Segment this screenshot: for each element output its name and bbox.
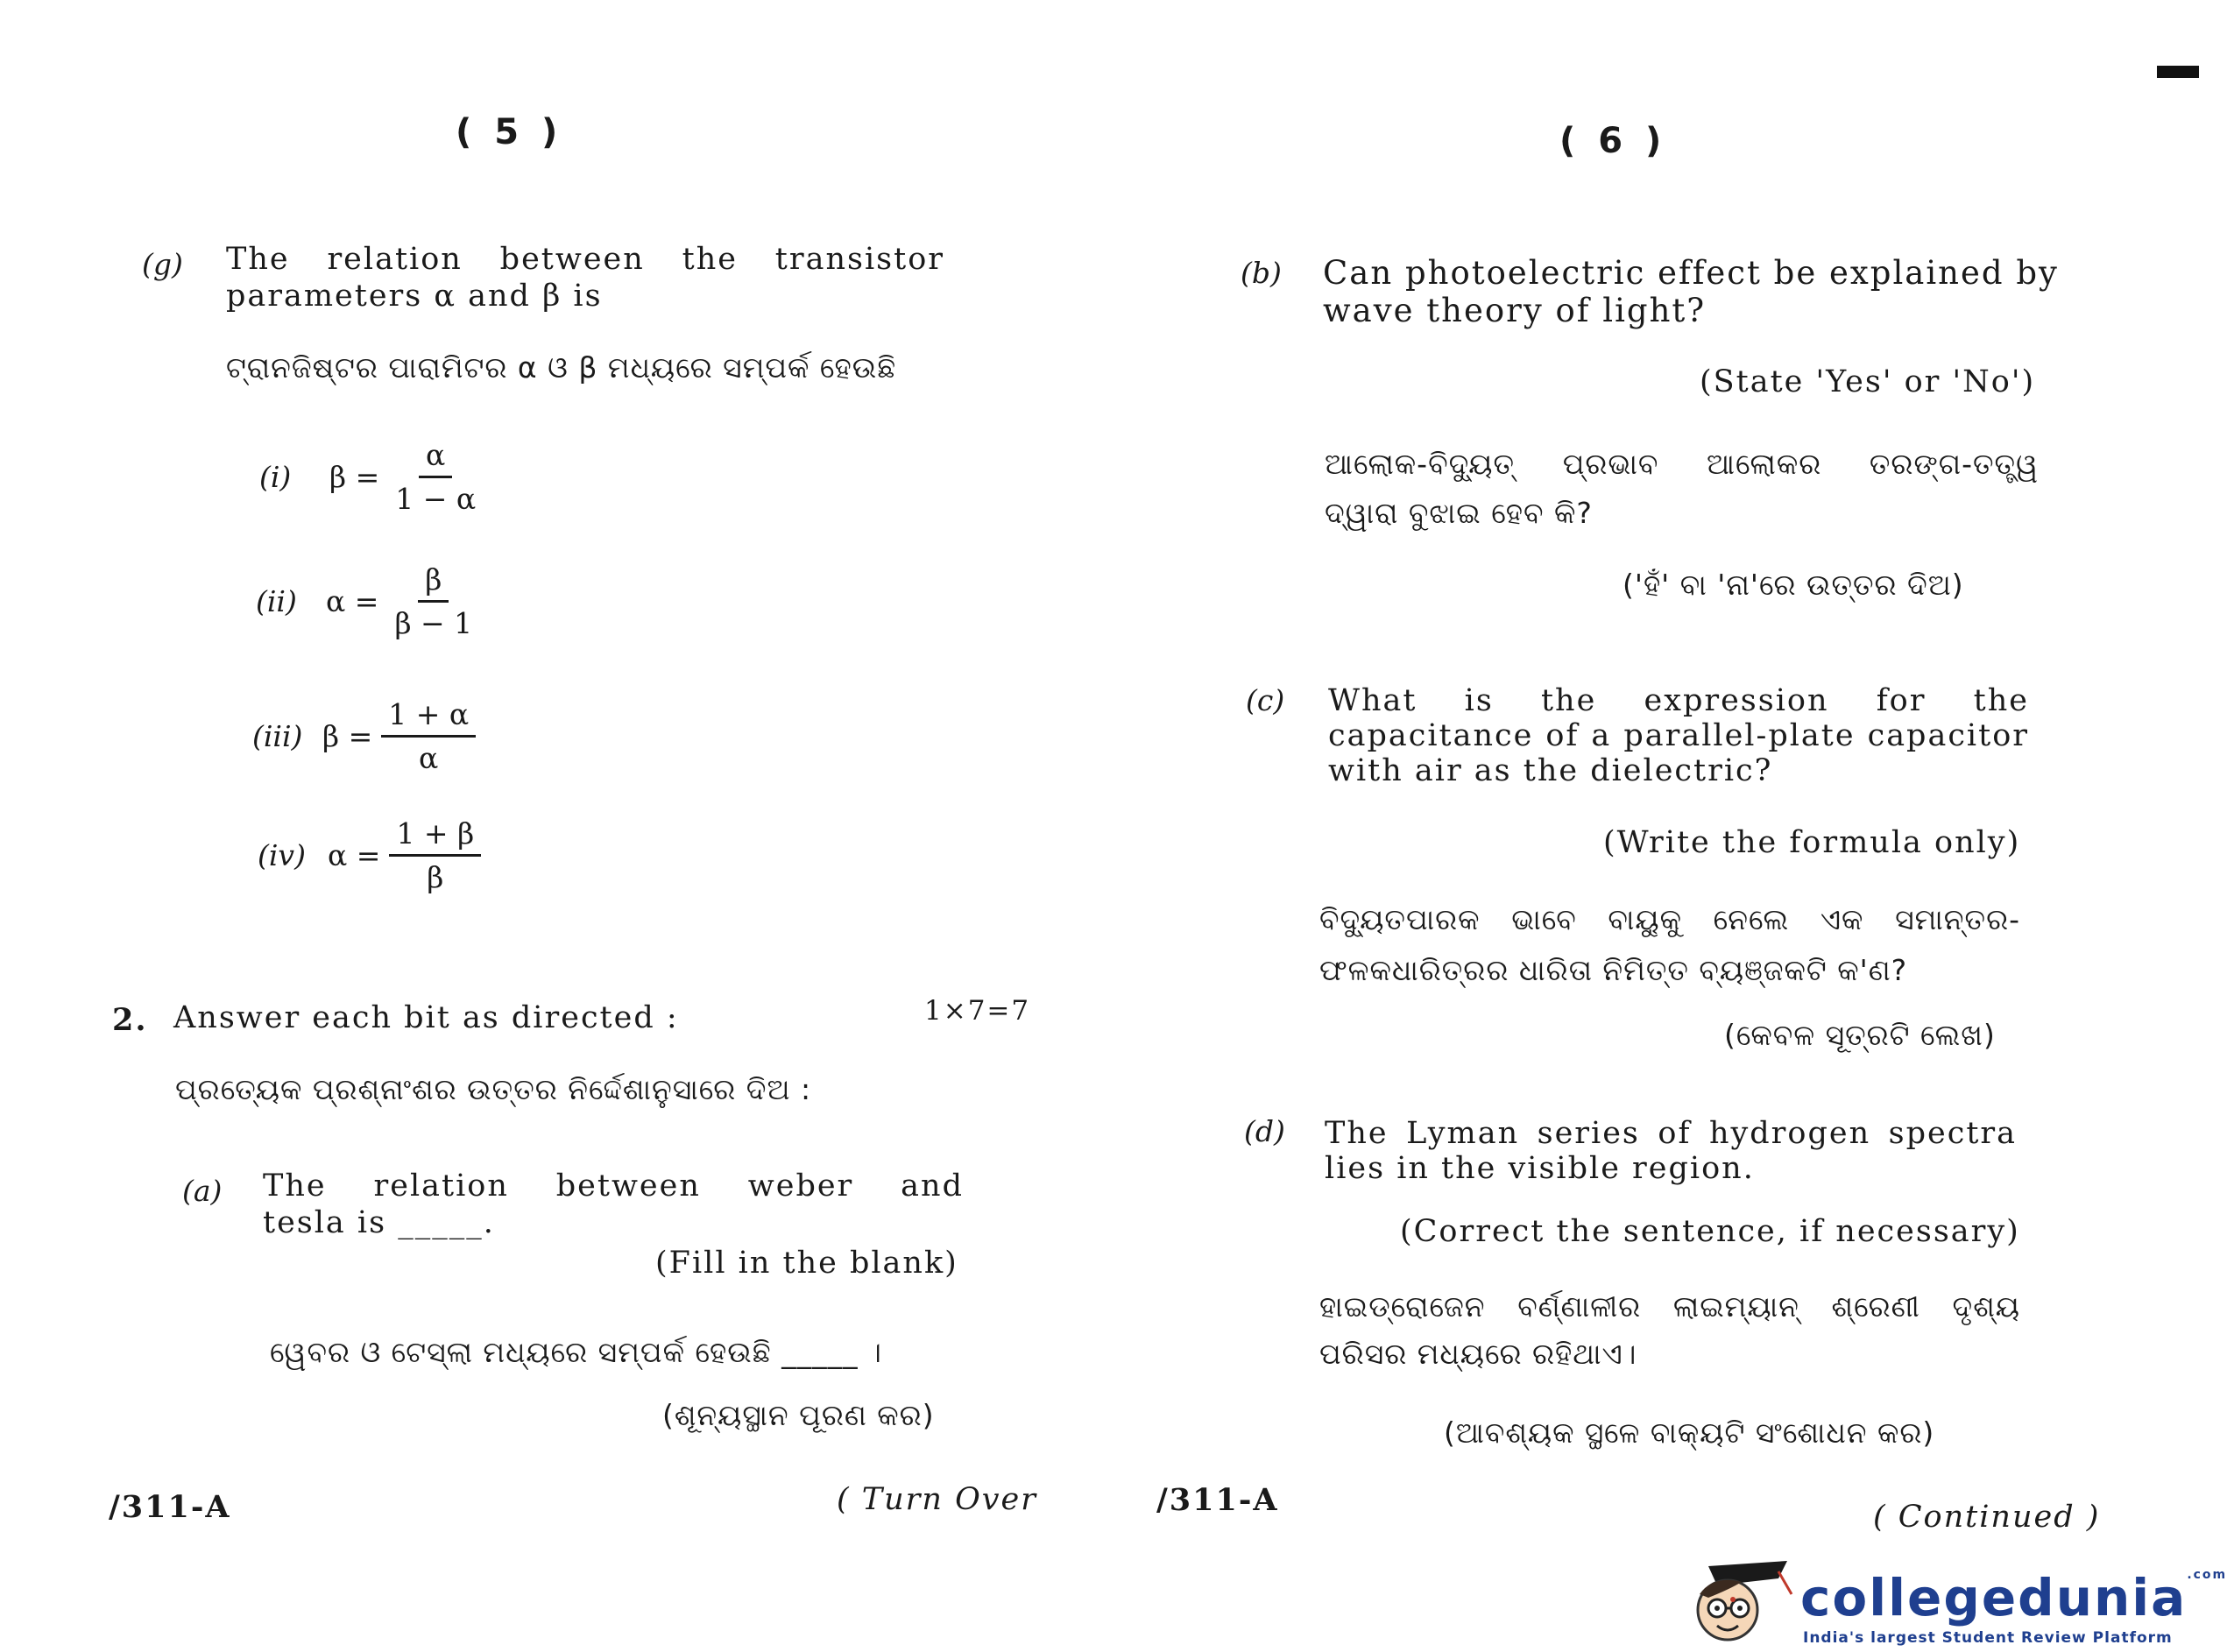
option-iii-label: (iii) <box>252 719 303 753</box>
question-g-text <box>226 242 944 314</box>
question-d-odia-instruction: (ଆବଶ୍ୟକ ସ୍ଥଳେ ବାକ୍ୟଟି ସଂଶୋଧନ କର) <box>1444 1415 1935 1450</box>
option-ii-lhs: α = <box>326 584 379 618</box>
question-d-odia-line2: ପରିସର ମଧ୍ୟରେ ରହିଥାଏ। <box>1319 1337 1637 1371</box>
question-b-odia <box>1325 447 2039 531</box>
question-2-text: Answer each bit as directed : <box>173 1000 679 1035</box>
question-g-line2: parameters α and β is <box>226 279 603 314</box>
question-2-number: 2. <box>112 1002 148 1038</box>
option-i-numerator: α <box>419 438 452 478</box>
question-b-line2: wave theory of light? <box>1323 292 1707 329</box>
question-a-text <box>263 1168 964 1240</box>
question-b-odia-instruction: ('ହଁ' ବା 'ନା'ରେ ଉତ୍ତର ଦିଅ) <box>1623 568 1964 602</box>
option-ii-label: (ii) <box>256 584 297 618</box>
question-b-instruction: (State 'Yes' or 'No') <box>1700 364 2036 399</box>
scan-edge-mark <box>2157 66 2199 78</box>
question-d-line2: lies in the visible region. <box>1325 1151 1755 1186</box>
option-ii-fraction <box>387 562 479 640</box>
option-iv-label: (iv) <box>258 838 306 872</box>
option-iv-fraction <box>389 816 481 894</box>
question-c-label: (c) <box>1246 683 1285 717</box>
option-i-lhs: β = <box>329 460 380 494</box>
question-d-text <box>1325 1116 2017 1186</box>
question-b-text <box>1323 254 2059 329</box>
question-2-marks: 1×7=7 <box>924 995 1031 1027</box>
footer-code-left: /311-A <box>109 1489 231 1525</box>
question-c-line3: with air as the dielectric? <box>1328 753 1773 788</box>
question-d-line1: The Lyman series of hydrogen spectra <box>1325 1116 2017 1151</box>
question-g-label: (g) <box>142 247 183 281</box>
collegedunia-watermark <box>1647 1559 2227 1647</box>
option-iii <box>252 697 476 775</box>
brand-tagline: India's largest Student Review Platform <box>1803 1629 2173 1647</box>
footer-continued: ( Continued ) <box>1873 1500 2101 1535</box>
option-iv-denominator: β <box>427 860 444 894</box>
option-iii-fraction <box>381 697 476 775</box>
question-c-line2: capacitance of a parallel-plate capacitor <box>1328 718 2029 753</box>
question-a-line2: tesla is _____. <box>263 1205 495 1240</box>
brand-name: collegedunia <box>1800 1568 2188 1627</box>
option-i-denominator: 1 − α <box>395 482 477 516</box>
option-iii-numerator: 1 + α <box>381 697 476 738</box>
option-iv-lhs: α = <box>328 838 381 872</box>
page-number-right: ( 6 ) <box>1559 121 1667 161</box>
brand-suffix: .com <box>2187 1568 2227 1582</box>
question-c-line1: What is the expression for the <box>1328 683 2029 718</box>
question-c-instruction: (Write the formula only) <box>1603 825 2021 860</box>
question-b-label: (b) <box>1241 256 1282 290</box>
question-g-odia: ଟ୍ରାନଜିଷ୍ଟର ପାରାମିଟର α ଓ β ମଧ୍ୟରେ ସମ୍ପର୍କ ହେଉଛି <box>226 350 897 385</box>
page-number-left: ( 5 ) <box>456 112 563 152</box>
option-iii-denominator: α <box>419 741 439 775</box>
question-d-instruction: (Correct the sentence, if necessary) <box>1400 1214 2020 1249</box>
question-g-line1: The relation between the transistor <box>226 242 944 277</box>
option-i-fraction <box>388 438 483 516</box>
question-c-odia-line1: ବିଦ୍ୟୁତପାରକ ଭାବେ ବାୟୁକୁ ନେଲେ ଏକ ସମାନ୍ତର- <box>1319 902 2020 936</box>
student-mascot-icon <box>1647 1559 1805 1647</box>
question-c-odia <box>1319 902 2020 988</box>
option-ii-denominator: β − 1 <box>394 606 473 640</box>
option-ii-numerator: β <box>418 562 449 603</box>
question-a-label: (a) <box>182 1174 223 1208</box>
question-2-odia: ପ୍ରତ୍ୟେକ ପ୍ରଶ୍ନାଂଶର ଉତ୍ତର ନିର୍ଦ୍ଦେଶାନୁସାରେ ଦିଅ : <box>175 1072 812 1106</box>
option-iii-lhs: β = <box>322 719 373 753</box>
question-a-line1: The relation between weber and <box>263 1168 964 1204</box>
option-iv <box>258 816 481 894</box>
question-b-odia-line1: ଆଲୋକ-ବିଦ୍ୟୁତ୍ ପ୍ରଭାବ ଆଲୋକର ତରଙ୍ଗ-ତତ୍ତ୍ୱ <box>1325 447 2039 481</box>
option-ii <box>256 562 479 640</box>
footer-turn-over: ( Turn Over <box>837 1482 1037 1517</box>
question-a-odia-instruction: (ଶୂନ୍ୟସ୍ଥାନ ପୂରଣ କର) <box>662 1398 935 1432</box>
question-d-odia <box>1319 1289 2020 1372</box>
option-iv-numerator: 1 + β <box>389 816 481 857</box>
question-c-text <box>1328 683 2029 788</box>
question-d-label: (d) <box>1244 1114 1285 1148</box>
question-a-odia: ୱେବର ଓ ଟେସ୍‌ଲା ମଧ୍ୟରେ ସମ୍ପର୍କ ହେଉଛି _____ । <box>270 1335 882 1369</box>
question-b-line1: Can photoelectric effect be explained by <box>1323 254 2059 292</box>
question-d-odia-line1: ହାଇଡ୍ରୋଜେନ ବର୍ଣ୍ଣାଳୀର ଲାଇମ୍ୟାନ୍ ଶ୍ରେଣୀ ଦୃଶ୍ୟ <box>1319 1289 2020 1324</box>
option-i-label: (i) <box>259 460 292 494</box>
footer-code-right: /311-A <box>1156 1482 1279 1518</box>
question-c-odia-line2: ଫଳକଧାରିତ୍ରର ଧାରିତା ନିମିତ୍ତ ବ୍ୟଞ୍ଜକଟି କ'ଣ? <box>1319 953 1908 987</box>
question-a-instruction: (Fill in the blank) <box>655 1246 958 1281</box>
question-c-odia-instruction: (କେବଳ ସୂତ୍ରଟି ଲେଖ) <box>1724 1018 1996 1052</box>
question-b-odia-line2: ଦ୍ୱାରା ବୁଝାଇ ହେବ କି? <box>1325 496 1593 530</box>
option-i <box>259 438 483 516</box>
collegedunia-logo-text <box>1800 1568 2227 1627</box>
